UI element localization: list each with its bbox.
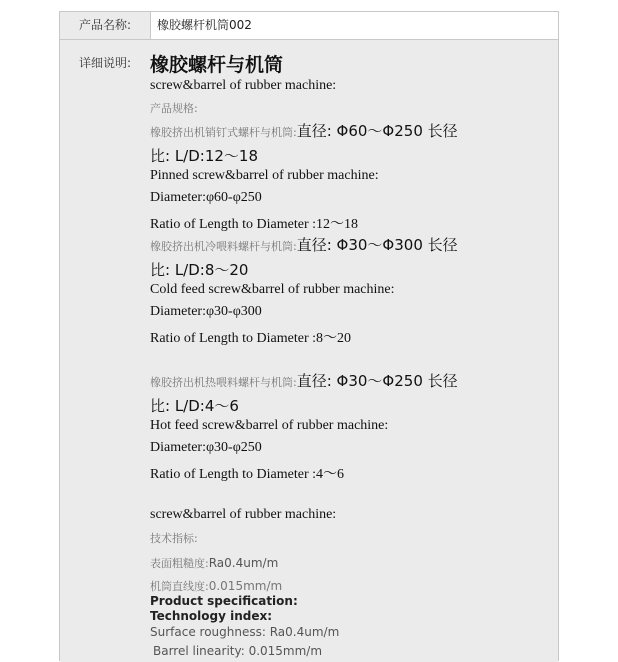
pinned-ratio-cn: 比: L/D:12～18 <box>150 147 259 165</box>
pinned-ratio: Ratio of Length to Diameter :12～18 <box>150 217 359 232</box>
tech-label: 技术指标: <box>150 532 198 545</box>
hot-value-cn: 直径: Φ30～Φ250 长径 <box>296 372 458 390</box>
tech-index-heading: Technology index: <box>150 609 273 623</box>
cold-en-title: Cold feed screw&barrel of rubber machine: <box>150 282 395 297</box>
linearity-value: 0.015mm/m <box>208 579 283 593</box>
linearity-line <box>150 575 282 594</box>
pinned-en-title: Pinned screw&barrel of rubber machine: <box>150 168 379 183</box>
hot-prefix: 橡胶挤出机热喂料螺杆与机筒: <box>150 376 297 389</box>
detail-title: 橡胶螺杆与机筒 <box>150 54 284 76</box>
roughness-label: 表面粗糙度: <box>150 557 209 570</box>
pinned-cn-line <box>150 120 458 141</box>
barrel-linearity: Barrel linearity: 0.015mm/m <box>153 644 323 658</box>
pinned-prefix: 橡胶挤出机销钉式螺杆与机筒: <box>150 126 297 139</box>
cold-diameter: Diameter:φ30-φ300 <box>150 304 262 319</box>
roughness-value: Ra0.4um/m <box>208 556 279 570</box>
cold-ratio-cn: 比: L/D:8～20 <box>150 261 249 279</box>
cold-prefix: 橡胶挤出机冷喂料螺杆与机筒: <box>150 240 297 253</box>
hot-diameter: Diameter:φ30-φ250 <box>150 440 262 455</box>
product-name-value: 橡胶螺杆机筒002 <box>157 18 252 32</box>
pinned-diameter: Diameter:φ60-φ250 <box>150 190 262 205</box>
cold-ratio: Ratio of Length to Diameter :8～20 <box>150 331 352 346</box>
detail-row <box>60 40 558 662</box>
product-spec-heading: Product specification: <box>150 594 298 608</box>
cold-cn-line <box>150 234 458 255</box>
spec-label: 产品规格: <box>150 102 198 115</box>
cold-value-cn: 直径: Φ30～Φ300 长径 <box>296 236 458 254</box>
hot-ratio-cn: 比: L/D:4～6 <box>150 397 239 415</box>
detail-subtitle-en: screw&barrel of rubber machine: <box>150 78 337 93</box>
surface-roughness: Surface roughness: Ra0.4um/m <box>150 625 340 639</box>
detail-label: 详细说明: <box>78 56 132 70</box>
product-detail-table <box>59 11 559 661</box>
hot-ratio: Ratio of Length to Diameter :4～6 <box>150 467 345 482</box>
product-name-row <box>60 12 558 40</box>
pinned-value-cn: 直径: Φ60～Φ250 长径 <box>296 122 458 140</box>
hot-cn-line <box>150 370 458 391</box>
hot-en-title: Hot feed screw&barrel of rubber machine: <box>150 418 389 433</box>
product-name-label: 产品名称: <box>60 12 151 39</box>
linearity-label: 机筒直线度: <box>150 580 209 593</box>
roughness-line <box>150 552 278 571</box>
section2-en: screw&barrel of rubber machine: <box>150 507 337 522</box>
